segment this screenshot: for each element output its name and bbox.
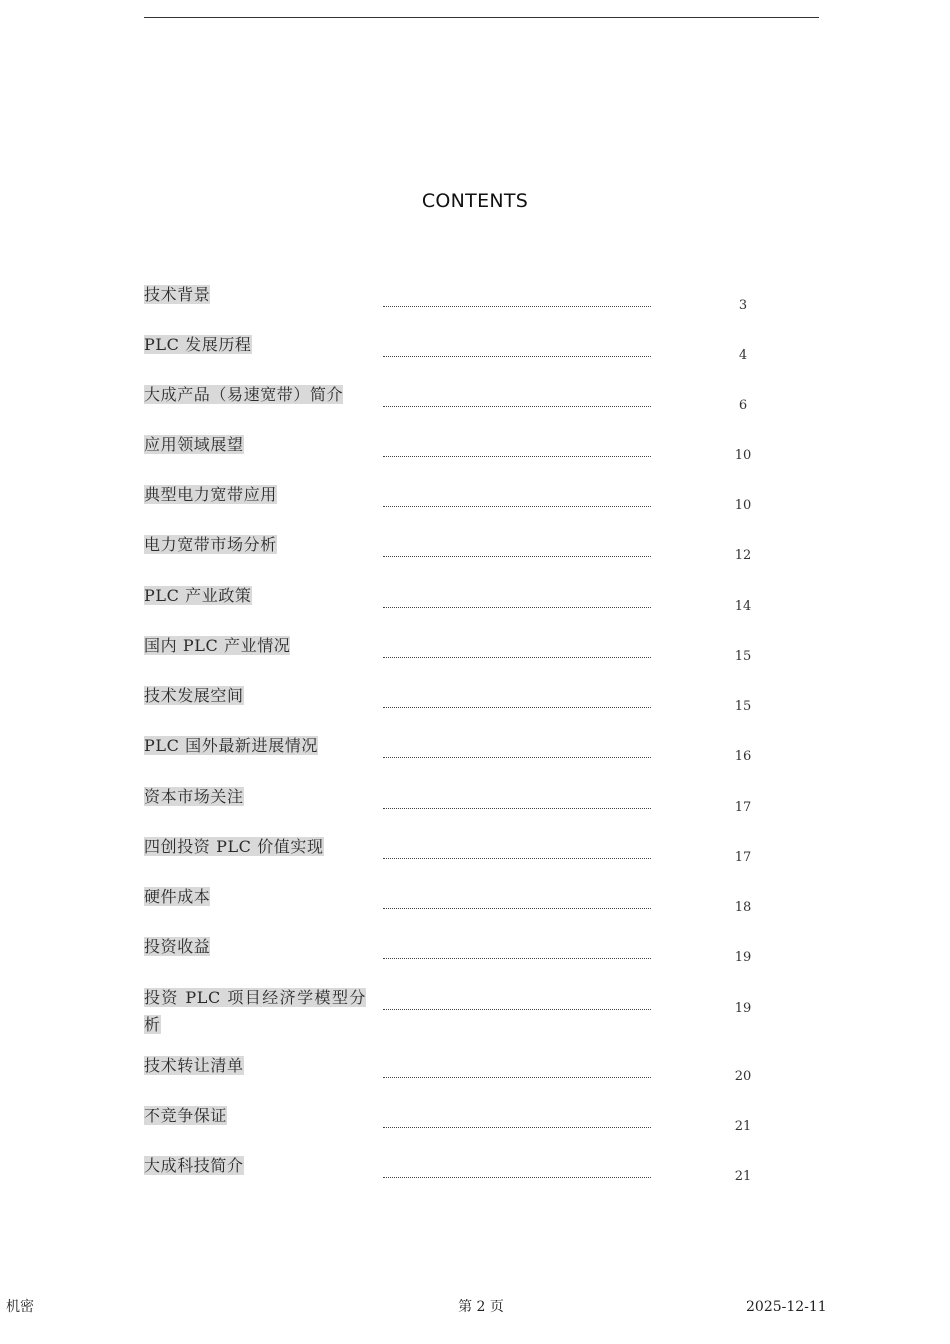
toc-entry[interactable] bbox=[0, 1152, 950, 1212]
toc-dot-leader bbox=[383, 908, 651, 909]
toc-page-number: 19 bbox=[734, 1001, 752, 1016]
toc-entry-label: 四创投资 PLC 价值实现 bbox=[144, 837, 324, 856]
toc-page-number: 4 bbox=[738, 348, 748, 363]
toc-entry-label: 不竞争保证 bbox=[144, 1106, 228, 1125]
toc-entry-label: 投资 PLC 项目经济学模型分析 bbox=[144, 988, 366, 1034]
toc-page-number: 16 bbox=[734, 749, 752, 764]
toc-dot-leader bbox=[383, 657, 651, 658]
toc-entry[interactable] bbox=[0, 984, 950, 1044]
toc-page-number: 12 bbox=[734, 548, 752, 563]
toc-entry-label: PLC 国外最新进展情况 bbox=[144, 736, 318, 755]
toc-entry-label: 大成科技简介 bbox=[144, 1156, 244, 1175]
toc-entry-label: 资本市场关注 bbox=[144, 787, 244, 806]
toc-dot-leader bbox=[383, 707, 651, 708]
toc-dot-leader bbox=[383, 356, 651, 357]
toc-page-number: 21 bbox=[734, 1169, 752, 1184]
toc-dot-leader bbox=[383, 406, 651, 407]
toc-dot-leader bbox=[383, 556, 651, 557]
toc-dot-leader bbox=[383, 456, 651, 457]
toc-dot-leader bbox=[383, 958, 651, 959]
toc-page-number: 15 bbox=[734, 699, 752, 714]
toc-entry-label: PLC 发展历程 bbox=[144, 335, 252, 354]
toc-entry-label: 大成产品（易速宽带）简介 bbox=[144, 385, 344, 404]
toc-dot-leader bbox=[383, 607, 651, 608]
toc-page-number: 14 bbox=[734, 599, 752, 614]
toc-entry-label: 典型电力宽带应用 bbox=[144, 485, 277, 504]
toc-page-number: 3 bbox=[738, 298, 748, 313]
toc-dot-leader bbox=[383, 1177, 651, 1178]
toc-dot-leader bbox=[383, 506, 651, 507]
toc-dot-leader bbox=[383, 1009, 651, 1010]
footer-page-number: 第 2 页 bbox=[458, 1299, 504, 1315]
toc-page-number: 21 bbox=[734, 1119, 752, 1134]
toc-page-number: 15 bbox=[734, 649, 752, 664]
toc-dot-leader bbox=[383, 1127, 651, 1128]
contents-title: CONTENTS bbox=[421, 190, 529, 212]
toc-page-number: 20 bbox=[734, 1069, 752, 1084]
toc-entry-label: 应用领域展望 bbox=[144, 435, 244, 454]
toc-entry-label: PLC 产业政策 bbox=[144, 586, 252, 605]
toc-dot-leader bbox=[383, 1077, 651, 1078]
toc-entry-label: 技术背景 bbox=[144, 285, 211, 304]
toc-entry-label: 投资收益 bbox=[144, 937, 211, 956]
toc-entry-label: 国内 PLC 产业情况 bbox=[144, 636, 291, 655]
toc-page-number: 10 bbox=[734, 448, 752, 463]
toc-dot-leader bbox=[383, 306, 651, 307]
toc-entry-label: 技术发展空间 bbox=[144, 686, 244, 705]
toc-page-number: 17 bbox=[734, 800, 752, 815]
toc-page-number: 6 bbox=[738, 398, 748, 413]
toc-entry-label: 电力宽带市场分析 bbox=[144, 535, 277, 554]
toc-dot-leader bbox=[383, 808, 651, 809]
toc-page-number: 19 bbox=[734, 950, 752, 965]
toc-page-number: 10 bbox=[734, 498, 752, 513]
toc-dot-leader bbox=[383, 858, 651, 859]
toc-dot-leader bbox=[383, 757, 651, 758]
footer-date: 2025-12-11 bbox=[746, 1299, 827, 1315]
toc-entry-label: 硬件成本 bbox=[144, 887, 211, 906]
footer-confidential: 机密 bbox=[6, 1299, 34, 1315]
toc-page-number: 17 bbox=[734, 850, 752, 865]
toc-entry-label: 技术转让清单 bbox=[144, 1056, 244, 1075]
toc-page-number: 18 bbox=[734, 900, 752, 915]
